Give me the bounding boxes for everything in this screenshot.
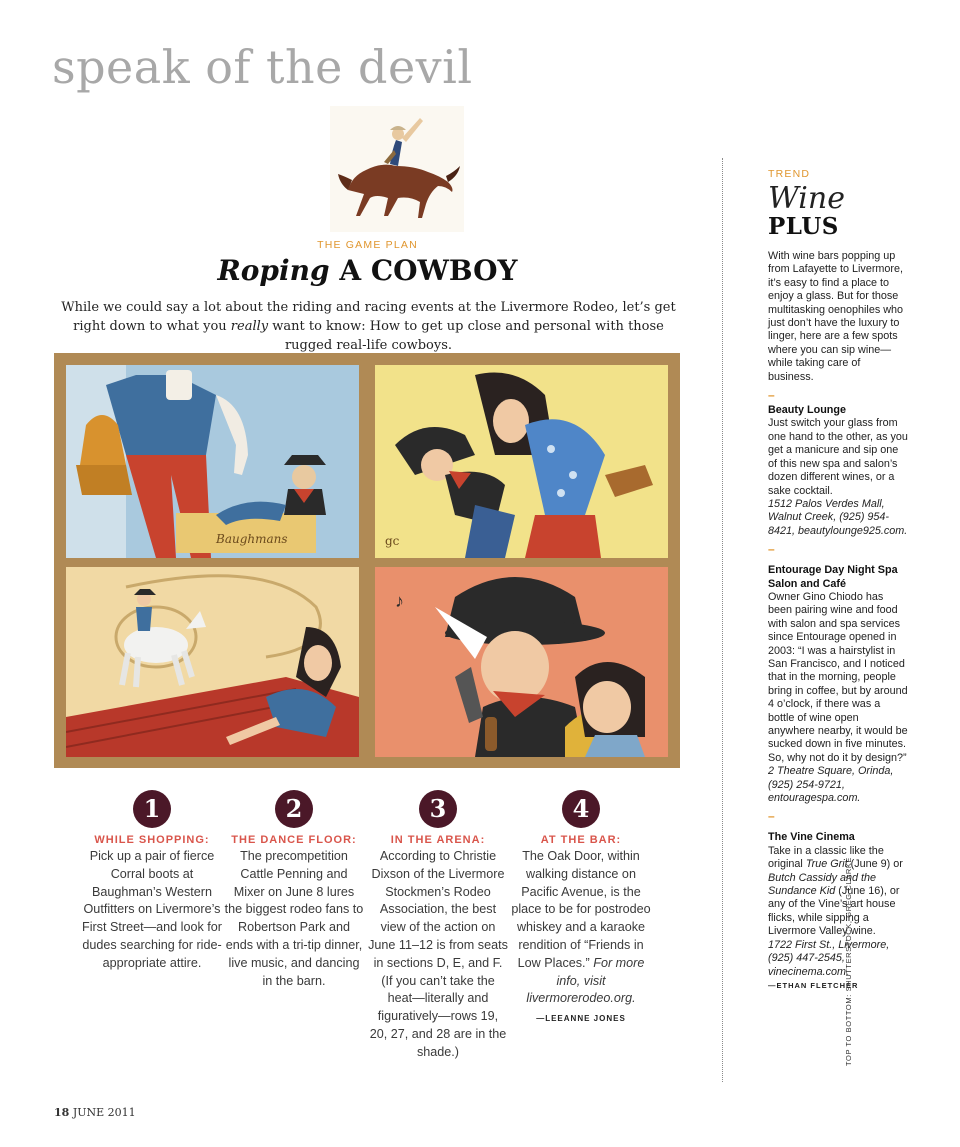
step-label: WHILE SHOPPING: — [94, 834, 210, 846]
comic-panel-bar — [375, 567, 668, 757]
movie-title: Butch Cassidy and the Sundance Kid — [768, 871, 877, 898]
step-1 — [82, 790, 222, 973]
venue-body: Owner Gino Chiodo has been pairing wine and food with salon and spa services since Entourage opened in 2003: “I was a hairstylist in San Francisco, and I noticed that in the morning, people bring in coffee, but by around 4 o’clock, if there was a bottle of wine open anywhere nearby, it would be sucked down in five minutes. So, why not do it by design?” — [768, 590, 908, 764]
headline-italic: Roping — [217, 254, 330, 287]
intro-part-1: While we could say a lot about the riding and racing events at the Livermore Rodeo, let’s get right down to what you — [61, 300, 676, 334]
step-number-badge: 2 — [275, 790, 313, 828]
venue-name: Beauty Lounge — [768, 404, 846, 417]
step-text: The precompetition Cattle Penning and Mixer on June 8 lures the biggest rodeo fans to Robertson Park and ends with a tri-tip dinner, live music, and dancing in the barn. — [224, 849, 364, 988]
step-label: THE DANCE FLOOR: — [231, 834, 357, 846]
venue-name: Entourage Day Night Spa Salon and Café — [768, 564, 898, 590]
article-intro — [50, 298, 687, 355]
venue-body — [768, 845, 908, 939]
step-text-plain: The Oak Door, within walking distance on Pacific Avenue, is the place to be for postrodeo whiskey and a karaoke rendition of “Friends in Low Places.” — [511, 849, 651, 970]
step-number-badge: 3 — [419, 790, 457, 828]
step-text: According to Christie Dixson of the Livermore Stockmen’s Rodeo Association, the best view of the action on June 11–12 is from seats in sections D, E, and F. (If you can’t take the heat—literally and figuratively—rows 19, 20, 27, and 28 are in the shade.) — [368, 849, 508, 1059]
sidebar-intro: With wine bars popping up from Lafayette to Livermore, it’s easy to find a place to enjoy a glass. But for those multitasking oenophiles who just don’t have the luxury to linger, here are a few spots where you can sip wine—while taking care of business. — [768, 250, 904, 383]
author-credit: —ETHAN FLETCHER — [768, 980, 859, 990]
sidebar-dash: – — [768, 809, 775, 824]
venue-body-part: (June 16), or any of the Vine’s art house flicks, while sipping a Livermore Valley wine. — [768, 885, 900, 938]
venue-name: The Vine Cinema — [768, 831, 855, 844]
step-text: Pick up a pair of fierce Corral boots at Baughman’s Western Outfitters on Livermore’s First Street—and look for dudes searching for ride-appropriate attire. — [82, 849, 222, 970]
bronco-rider-illustration — [330, 106, 464, 232]
step-4 — [511, 790, 651, 1023]
step-label: IN THE ARENA: — [390, 834, 486, 846]
step-number-badge: 4 — [562, 790, 600, 828]
sidebar-kicker: TREND — [768, 168, 811, 180]
comic-panel-shopping — [66, 365, 359, 558]
step-label: AT THE BAR: — [540, 834, 622, 846]
step-number-badge: 1 — [133, 790, 171, 828]
column-divider — [722, 158, 723, 1082]
svg-text:gc: gc — [385, 534, 400, 548]
step-text-italic: For more info, visit livermorerodeo.org. — [526, 955, 645, 1006]
step-3 — [368, 790, 508, 1062]
panel-sign-text: Baughmans — [216, 532, 288, 546]
headline-rest: A COWBOY — [329, 254, 518, 287]
svg-text:♪: ♪ — [395, 591, 404, 611]
venue-address: 2 Theatre Square, Orinda, (925) 254-9721, entouragespa.com. — [768, 765, 894, 805]
article-headline — [0, 254, 735, 287]
venue-body-part: Take in a classic like the original — [768, 844, 884, 871]
article-kicker: THE GAME PLAN — [317, 239, 418, 251]
comic-illustration — [54, 353, 680, 768]
intro-italic: really — [230, 319, 269, 334]
page-number: 18 — [54, 1106, 70, 1119]
venue-body: Just switch your glass from one hand to the other, as you get a manicure and sip one of this new spa and salon’s dozen different wines, or a sake cocktail. — [768, 417, 908, 497]
issue-date: JUNE 2011 — [72, 1106, 136, 1119]
sidebar-title-plus: PLUS — [768, 213, 839, 240]
sidebar-title-wine: Wine — [768, 181, 845, 216]
venue-body-part: (June 9) or — [847, 858, 903, 871]
sidebar-dash: – — [768, 388, 775, 403]
sidebar-dash: – — [768, 542, 775, 557]
venue-address: 1512 Palos Verdes Mall, Walnut Creek, (925) 954-8421, beautylounge925.com. — [768, 497, 908, 537]
comic-panel-dance — [375, 365, 668, 558]
movie-title: True Grit — [805, 858, 848, 871]
comic-panel-arena — [66, 567, 359, 757]
author-credit: —LEEANNE JONES — [536, 1014, 626, 1024]
photo-credit: TOP TO BOTTOM: SHUTTERSTOCK, GREG CLARKE — [844, 856, 853, 1066]
section-title: speak of the devil — [52, 40, 473, 94]
step-text — [511, 848, 651, 1008]
venue-address: 1722 First St., Livermore, (925) 447-2545, vinecinema.com. — [768, 938, 890, 978]
step-2 — [224, 790, 364, 990]
page-folio — [54, 1106, 136, 1119]
intro-part-2: want to know: How to get up close and personal with those rugged real-life cowboys. — [268, 319, 664, 353]
sidebar-wine-plus — [768, 168, 908, 990]
